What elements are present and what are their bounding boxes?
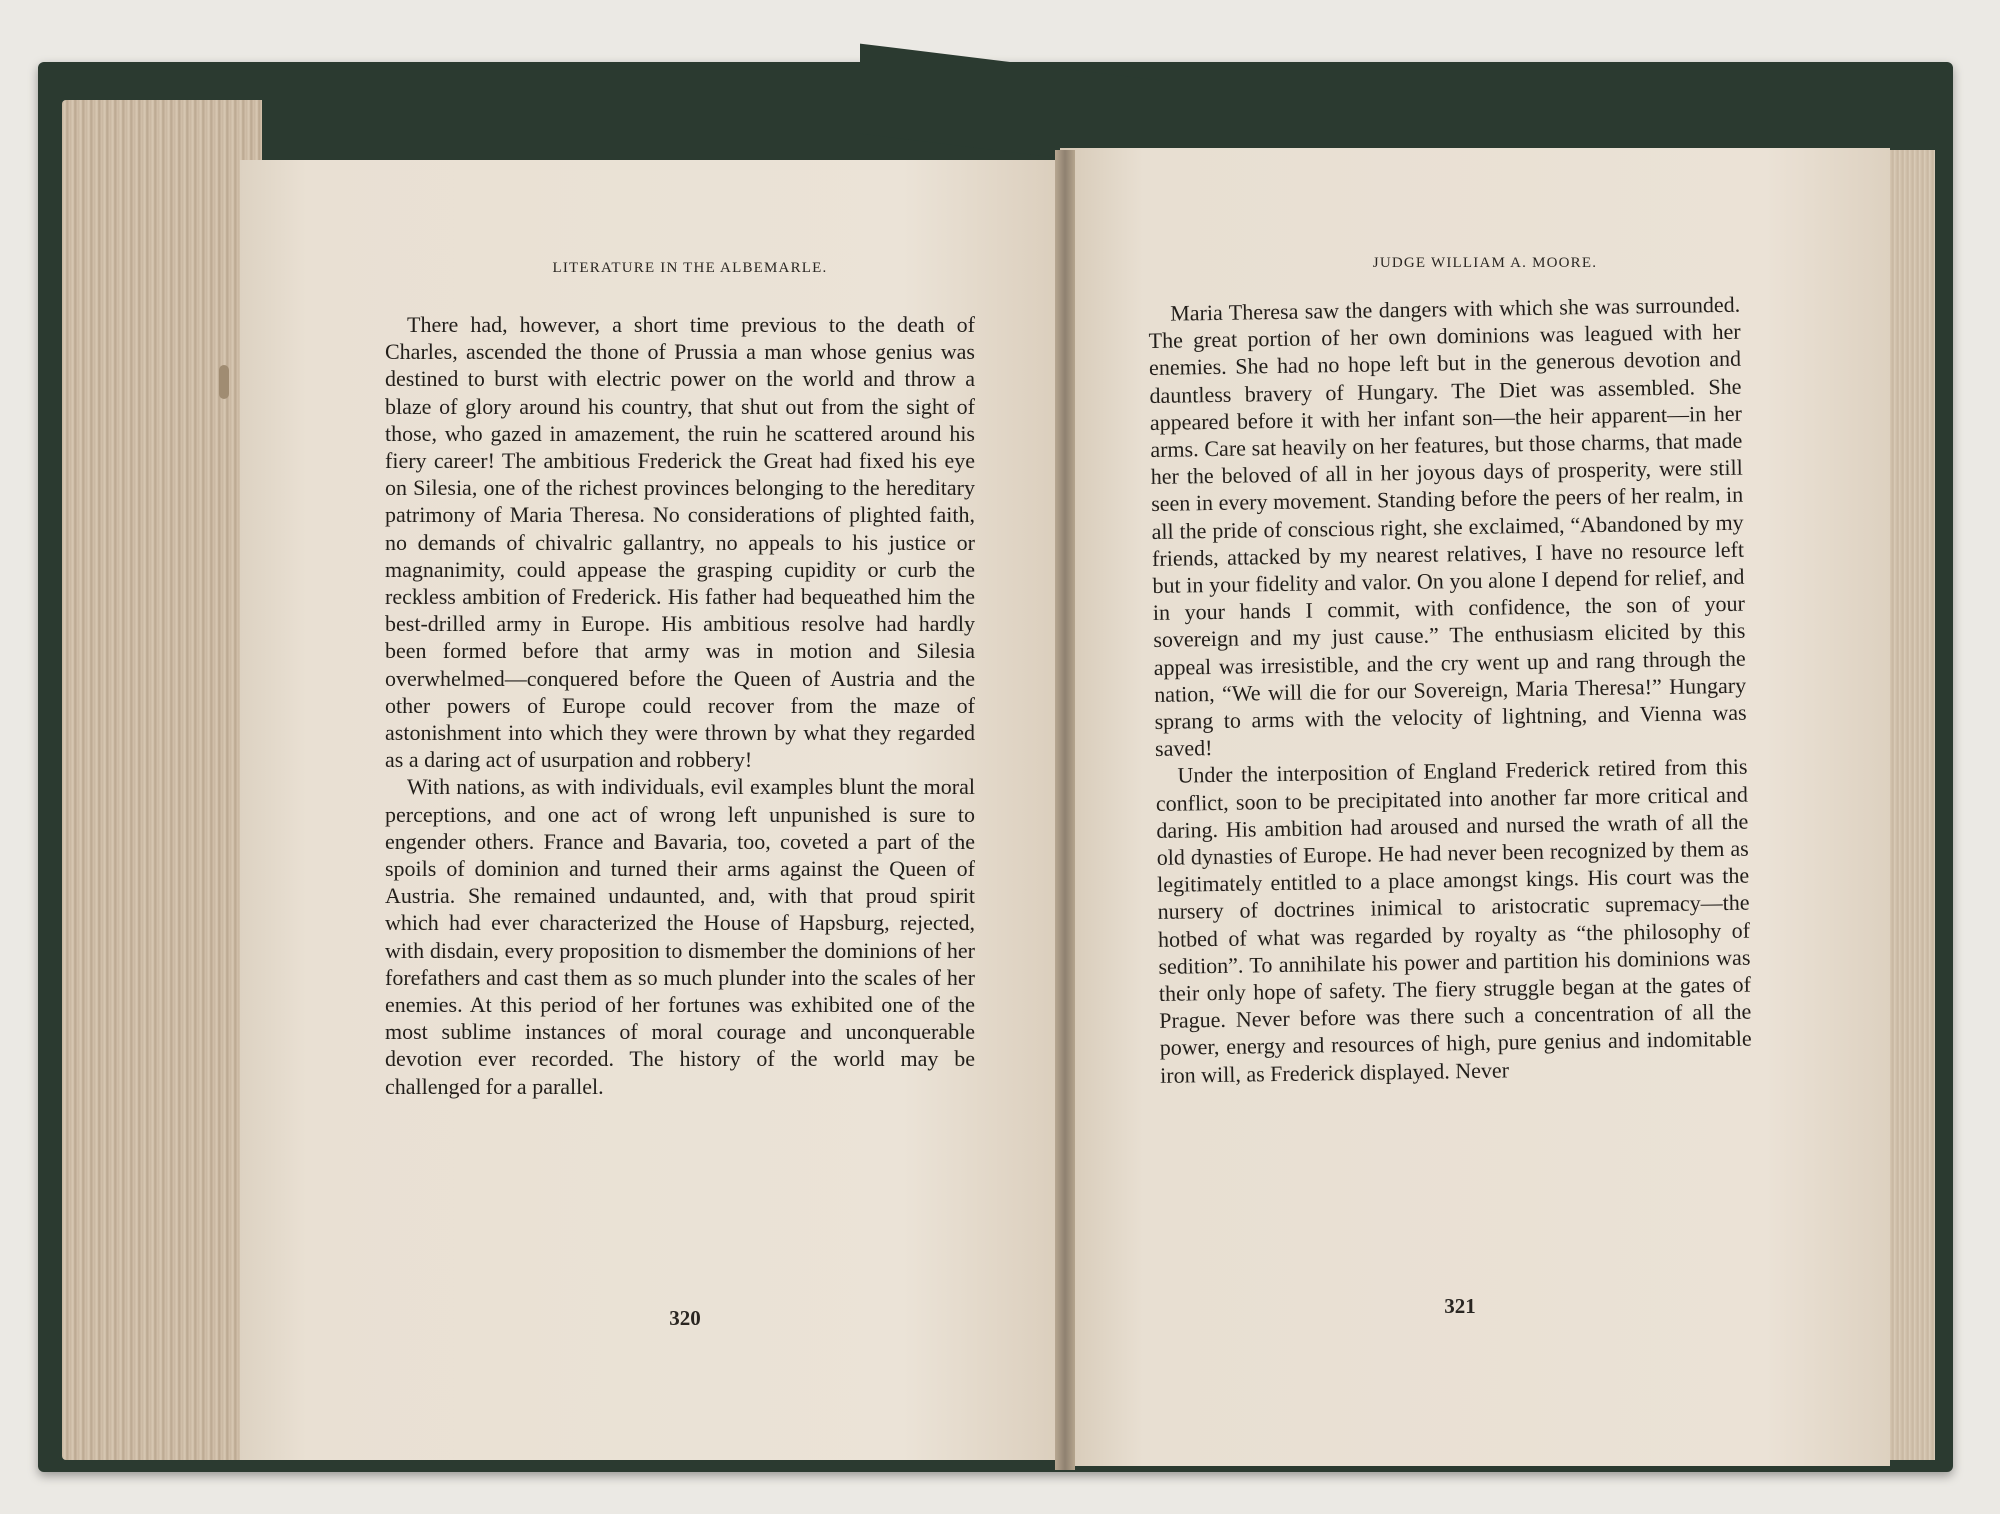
right-page-number: 321 xyxy=(1444,1294,1476,1318)
right-paragraph-2: Under the interposition of England Frederick retired from this conflict, soon to be precipitated into another far more critical and daring. His ambition had aroused and nursed the wrath of all the old dynasties of Europe. He had never been recognized by them as legitimately entitled to a place amongst kings. His court was the nursery of doctrines inimical to aristocratic supremacy—the hotbed of what was regarded by royalty as “the philosophy of sedition”. To annihilate his power and partition his dominions was their only hope of safety. The fiery struggle began at the gates of Prague. Never before was there such a concentration of all the power, energy and resources of high, pure genius and indomitable iron will, as Frederick displayed. Never xyxy=(1155,754,1752,1088)
left-paragraph-2: With nations, as with individuals, evil examples blunt the moral perceptions, and one act of wrong left unpunished is sure to engender others. France and Bavaria, too, coveted a part of the spoils of dominion and turned their arms against the Queen of Austria. She remained undaunted, and, with that proud spirit which had ever characterized the House of Hapsburg, rejected, with disdain, every proposition to dismember the dominions of her forefathers and cast them as so much plunder into the scales of her enemies. At this period of her fortunes was exhibited one of the most sublime instances of moral courage and unconquerable devotion ever recorded. The history of the world may be challenged for a parallel. xyxy=(385,774,975,1099)
right-text-block xyxy=(1148,291,1752,1089)
page-edges-left xyxy=(62,100,262,1460)
left-text-block xyxy=(385,311,975,1100)
right-paragraph-1: Maria Theresa saw the dangers with which she was surrounded. The great portion of her own dominions was leagued with her enemies. She had no hope left but in the generous devotion and dauntless bravery of Hungary. The Diet was assembled. She appeared before it with her infant son—the heir apparent—in her arms. Care sat heavily on her features, but those charms, that made her the beloved of all in her joyous days of prosperity, were still seen in every movement. Standing before the peers of her realm, in all the pride of conscious right, she exclaimed, “Abandoned by my friends, attacked by my nearest relatives, I have no resource left but in your fidelity and valor. On you alone I depend for relief, and in your hands I commit, with confidence, the son of your sovereign and my just cause.” The enthusiasm elicited by this appeal was irresistible, and the cry went up and rang through the nation, “We will die for our Sovereign, Maria Theresa!” Hungary sprang to arms with the velocity of lightning, and Vienna was saved! xyxy=(1148,291,1747,762)
left-running-head: LITERATURE IN THE ALBEMARLE. xyxy=(552,260,828,276)
book-gutter xyxy=(1055,150,1075,1470)
left-page-number: 320 xyxy=(669,1306,701,1330)
left-paragraph-1: There had, however, a short time previous to the death of Charles, ascended the thone of Prussia a man whose genius was destined to burst with electric power on the world and throw a blaze of glory around his country, that shut out from the sight of those, who gazed in amazement, the ruin he scattered around his fiery career! The ambitious Frederick the Great had fixed his eye on Silesia, one of the richest provinces belonging to the hereditary patrimony of Maria Theresa. No considerations of plighted faith, no demands of chivalric gallantry, no appeals to his justice or magnanimity, could appease the grasping cupidity or curb the reckless ambition of Frederick. His father had bequeathed him the best-drilled army in Europe. His ambitious resolve had hardly been formed before that army was in motion and Silesia overwhelmed—conquered before the Queen of Austria and the other powers of Europe could recover from the maze of astonishment into which they were thrown by what they regarded as a daring act of usurpation and robbery! xyxy=(385,312,975,773)
binding-mark xyxy=(219,365,229,399)
right-running-head: JUDGE WILLIAM A. MOORE. xyxy=(1372,255,1598,271)
